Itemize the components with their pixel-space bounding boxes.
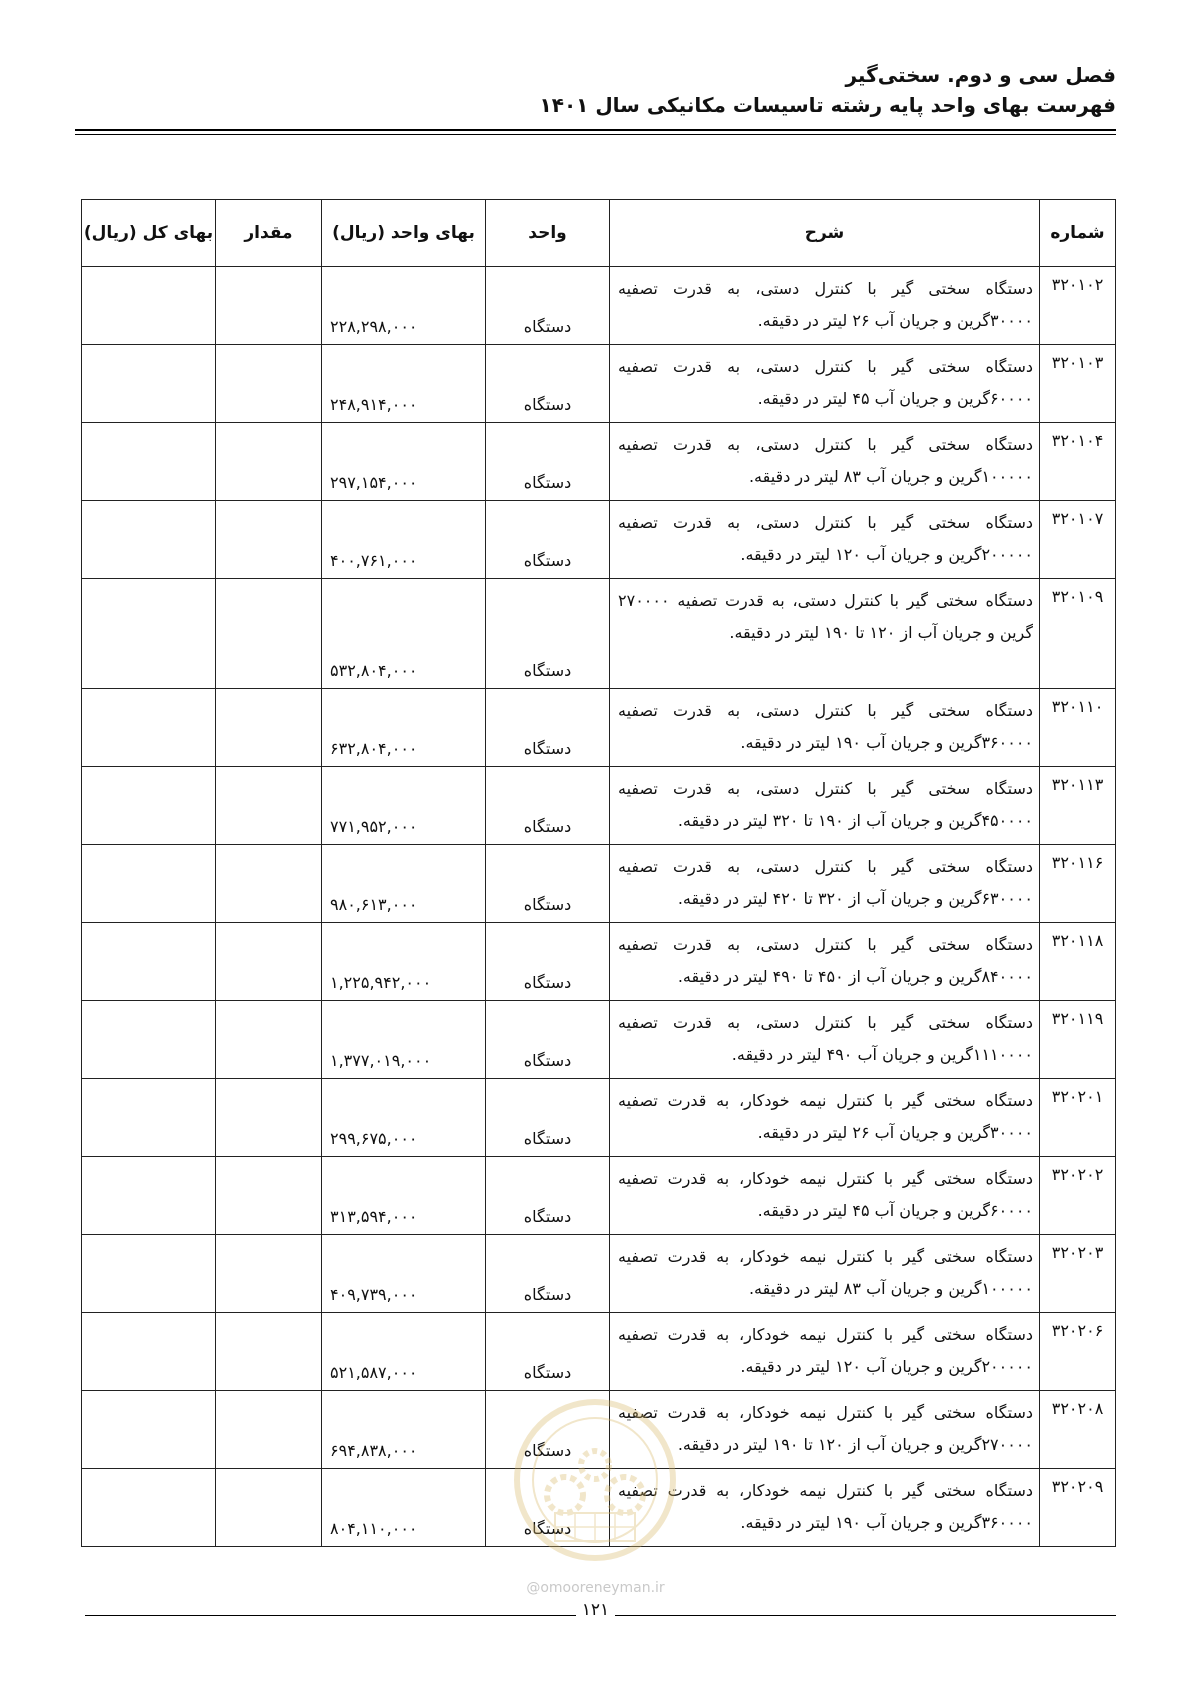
- item-total: [82, 1313, 216, 1391]
- item-unit: دستگاه: [486, 1157, 610, 1235]
- item-code: ۳۲۰۱۰۷: [1040, 501, 1116, 579]
- item-unit-price: ۲۹۹,۶۷۵,۰۰۰: [322, 1079, 486, 1157]
- item-total: [82, 1391, 216, 1469]
- item-total: [82, 345, 216, 423]
- col-header-code: شماره: [1040, 200, 1116, 267]
- page-number: ۱۲۱: [576, 1600, 615, 1620]
- item-code: ۳۲۰۱۱۸: [1040, 923, 1116, 1001]
- item-total: [82, 845, 216, 923]
- item-total: [82, 1157, 216, 1235]
- item-qty: [216, 423, 322, 501]
- item-qty: [216, 345, 322, 423]
- item-unit-price: ۲۹۷,۱۵۴,۰۰۰: [322, 423, 486, 501]
- item-qty: [216, 501, 322, 579]
- item-qty: [216, 1157, 322, 1235]
- item-description: دستگاه سختی گیر با کنترل دستی، به قدرت تصفیه ۶۳۰۰۰۰گرین و جریان آب از ۳۲۰ تا ۴۲۰ لیتر در دقیقه.: [610, 845, 1040, 923]
- item-description: دستگاه سختی گیر با کنترل دستی، به قدرت تصفیه ۴۵۰۰۰۰گرین و جریان آب از ۱۹۰ تا ۳۲۰ لیتر در دقیقه.: [610, 767, 1040, 845]
- item-unit-price: ۶۹۴,۸۳۸,۰۰۰: [322, 1391, 486, 1469]
- item-total: [82, 1079, 216, 1157]
- item-qty: [216, 1469, 322, 1547]
- table-header-row: [82, 200, 1116, 267]
- table-row: [82, 267, 1116, 345]
- item-total: [82, 689, 216, 767]
- item-unit: دستگاه: [486, 1079, 610, 1157]
- item-total: [82, 267, 216, 345]
- item-unit: دستگاه: [486, 845, 610, 923]
- table-row: [82, 423, 1116, 501]
- table-row: [82, 767, 1116, 845]
- item-description: دستگاه سختی گیر با کنترل دستی، به قدرت تصفیه ۱۱۱۰۰۰۰گرین و جریان آب ۴۹۰ لیتر در دقیقه.: [610, 1001, 1040, 1079]
- item-unit-price: ۸۰۴,۱۱۰,۰۰۰: [322, 1469, 486, 1547]
- item-unit-price: ۷۷۱,۹۵۲,۰۰۰: [322, 767, 486, 845]
- item-unit: دستگاه: [486, 1235, 610, 1313]
- item-code: ۳۲۰۲۰۶: [1040, 1313, 1116, 1391]
- table-row: [82, 1235, 1116, 1313]
- item-total: [82, 1001, 216, 1079]
- item-code: ۳۲۰۲۰۱: [1040, 1079, 1116, 1157]
- item-description: دستگاه سختی گیر با کنترل نیمه خودکار، به قدرت تصفیه ۲۰۰۰۰۰گرین و جریان آب ۱۲۰ لیتر در دقیقه.: [610, 1313, 1040, 1391]
- col-header-unit: واحد: [486, 200, 610, 267]
- item-qty: [216, 689, 322, 767]
- item-code: ۳۲۰۱۰۹: [1040, 579, 1116, 689]
- table-row: [82, 345, 1116, 423]
- item-total: [82, 501, 216, 579]
- table-row: [82, 845, 1116, 923]
- table-row: [82, 923, 1116, 1001]
- item-code: ۳۲۰۲۰۸: [1040, 1391, 1116, 1469]
- col-header-total: بهای کل (ریال): [82, 200, 216, 267]
- item-code: ۳۲۰۱۱۹: [1040, 1001, 1116, 1079]
- item-qty: [216, 1079, 322, 1157]
- item-unit-price: ۳۱۳,۵۹۴,۰۰۰: [322, 1157, 486, 1235]
- price-table: [81, 199, 1116, 1547]
- item-description: دستگاه سختی گیر با کنترل دستی، به قدرت تصفیه ۸۴۰۰۰۰گرین و جریان آب از ۴۵۰ تا ۴۹۰ لیتر در دقیقه.: [610, 923, 1040, 1001]
- item-code: ۳۲۰۱۰۴: [1040, 423, 1116, 501]
- website-watermark: @omooreneyman.ir: [526, 1580, 665, 1596]
- item-total: [82, 923, 216, 1001]
- item-unit: دستگاه: [486, 1391, 610, 1469]
- item-qty: [216, 845, 322, 923]
- item-unit-price: ۲۴۸,۹۱۴,۰۰۰: [322, 345, 486, 423]
- item-unit-price: ۱,۳۷۷,۰۱۹,۰۰۰: [322, 1001, 486, 1079]
- table-row: [82, 501, 1116, 579]
- item-total: [82, 579, 216, 689]
- item-unit: دستگاه: [486, 423, 610, 501]
- item-qty: [216, 1001, 322, 1079]
- item-code: ۳۲۰۱۱۳: [1040, 767, 1116, 845]
- table-row: [82, 1001, 1116, 1079]
- item-description: دستگاه سختی گیر با کنترل دستی، به قدرت تصفیه ۲۰۰۰۰۰گرین و جریان آب ۱۲۰ لیتر در دقیقه.: [610, 501, 1040, 579]
- item-unit-price: ۶۳۲,۸۰۴,۰۰۰: [322, 689, 486, 767]
- item-description: دستگاه سختی گیر با کنترل دستی، به قدرت تصفیه ۲۷۰۰۰۰ گرین و جریان آب از ۱۲۰ تا ۱۹۰ لیتر در دقیقه.: [610, 579, 1040, 689]
- item-code: ۳۲۰۲۰۲: [1040, 1157, 1116, 1235]
- item-description: دستگاه سختی گیر با کنترل نیمه خودکار، به قدرت تصفیه ۱۰۰۰۰۰گرین و جریان آب ۸۳ لیتر در دقیقه.: [610, 1235, 1040, 1313]
- item-qty: [216, 767, 322, 845]
- item-qty: [216, 923, 322, 1001]
- item-total: [82, 767, 216, 845]
- col-header-qty: مقدار: [216, 200, 322, 267]
- item-unit: دستگاه: [486, 689, 610, 767]
- item-code: ۳۲۰۱۰۳: [1040, 345, 1116, 423]
- item-description: دستگاه سختی گیر با کنترل نیمه خودکار، به قدرت تصفیه ۳۰۰۰۰گرین و جریان آب ۲۶ لیتر در دقیقه.: [610, 1079, 1040, 1157]
- item-description: دستگاه سختی گیر با کنترل دستی، به قدرت تصفیه ۳۰۰۰۰گرین و جریان آب ۲۶ لیتر در دقیقه.: [610, 267, 1040, 345]
- table-row: [82, 1391, 1116, 1469]
- item-unit: دستگاه: [486, 267, 610, 345]
- item-unit-price: ۴۰۰,۷۶۱,۰۰۰: [322, 501, 486, 579]
- item-unit: دستگاه: [486, 501, 610, 579]
- item-unit: دستگاه: [486, 923, 610, 1001]
- item-qty: [216, 1391, 322, 1469]
- item-description: دستگاه سختی گیر با کنترل نیمه خودکار، به قدرت تصفیه ۲۷۰۰۰۰گرین و جریان آب از ۱۲۰ تا ۱۹۰ لیتر در دقیقه.: [610, 1391, 1040, 1469]
- table-row: [82, 689, 1116, 767]
- item-description: دستگاه سختی گیر با کنترل دستی، به قدرت تصفیه ۱۰۰۰۰۰گرین و جریان آب ۸۳ لیتر در دقیقه.: [610, 423, 1040, 501]
- item-total: [82, 423, 216, 501]
- item-total: [82, 1235, 216, 1313]
- item-unit-price: ۵۳۲,۸۰۴,۰۰۰: [322, 579, 486, 689]
- item-code: ۳۲۰۱۰۲: [1040, 267, 1116, 345]
- item-qty: [216, 1235, 322, 1313]
- item-unit-price: ۱,۲۲۵,۹۴۲,۰۰۰: [322, 923, 486, 1001]
- item-code: ۳۲۰۱۱۶: [1040, 845, 1116, 923]
- item-description: دستگاه سختی گیر با کنترل دستی، به قدرت تصفیه ۶۰۰۰۰گرین و جریان آب ۴۵ لیتر در دقیقه.: [610, 345, 1040, 423]
- item-unit-price: ۵۲۱,۵۸۷,۰۰۰: [322, 1313, 486, 1391]
- item-unit: دستگاه: [486, 345, 610, 423]
- item-description: دستگاه سختی گیر با کنترل دستی، به قدرت تصفیه ۳۶۰۰۰۰گرین و جریان آب ۱۹۰ لیتر در دقیقه.: [610, 689, 1040, 767]
- document-subtitle: فهرست بهای واحد پایه رشته تاسیسات مکانیکی سال ۱۴۰۱: [539, 93, 1116, 117]
- item-total: [82, 1469, 216, 1547]
- item-unit: دستگاه: [486, 1001, 610, 1079]
- item-unit: دستگاه: [486, 1469, 610, 1547]
- item-unit: دستگاه: [486, 767, 610, 845]
- page-number-wrap: [0, 1600, 1191, 1620]
- item-description: دستگاه سختی گیر با کنترل نیمه خودکار، به قدرت تصفیه ۶۰۰۰۰گرین و جریان آب ۴۵ لیتر در دقیقه.: [610, 1157, 1040, 1235]
- col-header-unit-price: بهای واحد (ریال): [322, 200, 486, 267]
- table-row: [82, 1079, 1116, 1157]
- item-unit: دستگاه: [486, 1313, 610, 1391]
- item-unit-price: ۴۰۹,۷۳۹,۰۰۰: [322, 1235, 486, 1313]
- item-description: دستگاه سختی گیر با کنترل نیمه خودکار، به قدرت تصفیه ۳۶۰۰۰۰گرین و جریان آب ۱۹۰ لیتر در دقیقه.: [610, 1469, 1040, 1547]
- page-header: [75, 60, 1116, 120]
- header-rule-thick: [75, 129, 1116, 131]
- table-row: [82, 1313, 1116, 1391]
- item-qty: [216, 267, 322, 345]
- header-rule-thin: [75, 134, 1116, 135]
- chapter-title: فصل سی و دوم. سختی‌گیر: [845, 63, 1116, 87]
- item-code: ۳۲۰۲۰۹: [1040, 1469, 1116, 1547]
- item-unit: دستگاه: [486, 579, 610, 689]
- col-header-desc: شرح: [610, 200, 1040, 267]
- table-row: [82, 579, 1116, 689]
- item-unit-price: ۹۸۰,۶۱۳,۰۰۰: [322, 845, 486, 923]
- item-qty: [216, 579, 322, 689]
- item-code: ۳۲۰۱۱۰: [1040, 689, 1116, 767]
- table-row: [82, 1469, 1116, 1547]
- table-row: [82, 1157, 1116, 1235]
- item-qty: [216, 1313, 322, 1391]
- item-unit-price: ۲۲۸,۲۹۸,۰۰۰: [322, 267, 486, 345]
- item-code: ۳۲۰۲۰۳: [1040, 1235, 1116, 1313]
